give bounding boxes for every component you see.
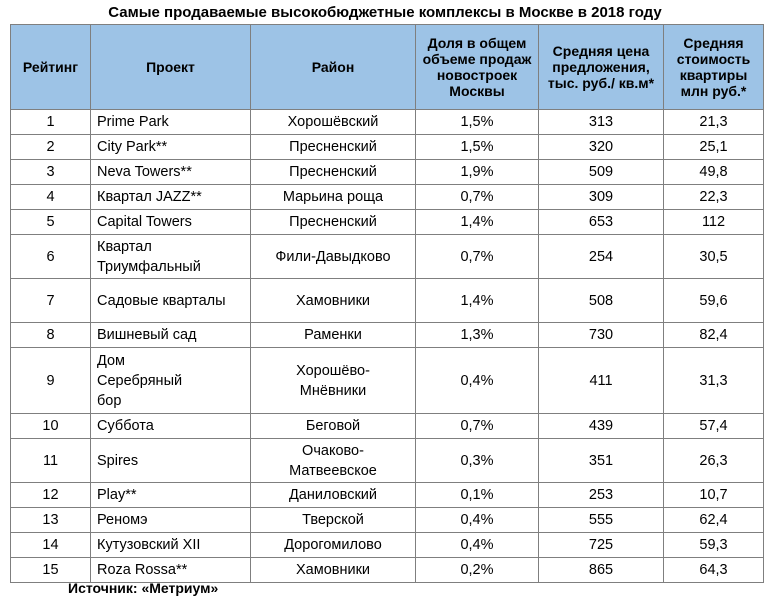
cell-project: Квартал Триумфальный [91, 235, 251, 279]
cell-rank: 3 [11, 160, 91, 185]
cell-avg-apartment-cost: 30,5 [664, 235, 764, 279]
cell-rank: 8 [11, 323, 91, 348]
cell-project: Capital Towers [91, 210, 251, 235]
cell-project: Вишневый сад [91, 323, 251, 348]
cell-avg-apartment-cost: 59,3 [664, 533, 764, 558]
table-row [11, 439, 764, 483]
cell-sales-share: 1,3% [416, 323, 539, 348]
header-district: Район [251, 25, 416, 110]
cell-sales-share: 1,4% [416, 210, 539, 235]
table-row [11, 110, 764, 135]
header-rank: Рейтинг [11, 25, 91, 110]
cell-avg-price-sqm: 309 [539, 185, 664, 210]
table-row [11, 508, 764, 533]
cell-avg-price-sqm: 411 [539, 348, 664, 414]
cell-project: Neva Towers** [91, 160, 251, 185]
table-row [11, 210, 764, 235]
cell-rank: 12 [11, 483, 91, 508]
cell-avg-price-sqm: 730 [539, 323, 664, 348]
cell-rank: 1 [11, 110, 91, 135]
cell-rank: 14 [11, 533, 91, 558]
cell-sales-share: 1,5% [416, 110, 539, 135]
table-row [11, 483, 764, 508]
cell-avg-price-sqm: 254 [539, 235, 664, 279]
source-note: Источник: «Метриум» [68, 580, 219, 596]
cell-project: Дом Серебряный бор [91, 348, 251, 414]
header-row [11, 25, 764, 110]
cell-rank: 4 [11, 185, 91, 210]
cell-district: Тверской [251, 508, 416, 533]
cell-rank: 13 [11, 508, 91, 533]
cell-sales-share: 0,4% [416, 533, 539, 558]
cell-district: Пресненский [251, 135, 416, 160]
cell-avg-price-sqm: 725 [539, 533, 664, 558]
cell-sales-share: 0,7% [416, 414, 539, 439]
table-row [11, 160, 764, 185]
cell-sales-share: 0,2% [416, 558, 539, 583]
table-row [11, 533, 764, 558]
cell-district: Хорошёвский [251, 110, 416, 135]
header-avg-apartment-cost: Средняя стоимость квартиры млн руб.* [664, 25, 764, 110]
cell-avg-price-sqm: 653 [539, 210, 664, 235]
cell-project: City Park** [91, 135, 251, 160]
cell-avg-price-sqm: 509 [539, 160, 664, 185]
cell-project: Садовые кварталы [91, 279, 251, 323]
cell-rank: 2 [11, 135, 91, 160]
cell-avg-price-sqm: 865 [539, 558, 664, 583]
cell-sales-share: 1,5% [416, 135, 539, 160]
cell-project: Реномэ [91, 508, 251, 533]
cell-avg-price-sqm: 439 [539, 414, 664, 439]
cell-avg-price-sqm: 555 [539, 508, 664, 533]
cell-district: Фили-Давыдково [251, 235, 416, 279]
cell-project: Roza Rossa** [91, 558, 251, 583]
cell-rank: 6 [11, 235, 91, 279]
cell-sales-share: 0,3% [416, 439, 539, 483]
cell-avg-apartment-cost: 21,3 [664, 110, 764, 135]
cell-district: Даниловский [251, 483, 416, 508]
table-row [11, 348, 764, 414]
cell-rank: 5 [11, 210, 91, 235]
cell-rank: 11 [11, 439, 91, 483]
table-row [11, 279, 764, 323]
cell-sales-share: 0,7% [416, 185, 539, 210]
cell-avg-price-sqm: 313 [539, 110, 664, 135]
sales-ranking-table [10, 24, 764, 583]
cell-project: Spires [91, 439, 251, 483]
cell-district: Раменки [251, 323, 416, 348]
cell-project: Кутузовский XII [91, 533, 251, 558]
table-row [11, 185, 764, 210]
cell-avg-price-sqm: 253 [539, 483, 664, 508]
cell-sales-share: 0,1% [416, 483, 539, 508]
table-title: Самые продаваемые высокобюджетные комплексы в Москве в 2018 году [108, 4, 662, 21]
cell-project: Суббота [91, 414, 251, 439]
cell-rank: 7 [11, 279, 91, 323]
header-sales-share: Доля в общем объеме продаж новостроек Москвы [416, 25, 539, 110]
cell-avg-apartment-cost: 22,3 [664, 185, 764, 210]
cell-sales-share: 0,4% [416, 508, 539, 533]
cell-avg-apartment-cost: 59,6 [664, 279, 764, 323]
cell-district: Марьина роща [251, 185, 416, 210]
cell-sales-share: 0,7% [416, 235, 539, 279]
cell-avg-apartment-cost: 25,1 [664, 135, 764, 160]
cell-avg-apartment-cost: 31,3 [664, 348, 764, 414]
cell-district: Хамовники [251, 279, 416, 323]
header-avg-price-sqm: Средняя цена предложения, тыс. руб./ кв.м* [539, 25, 664, 110]
cell-sales-share: 1,9% [416, 160, 539, 185]
cell-district: Хамовники [251, 558, 416, 583]
table-row [11, 414, 764, 439]
cell-rank: 10 [11, 414, 91, 439]
header-project: Проект [91, 25, 251, 110]
table-row [11, 235, 764, 279]
cell-rank: 9 [11, 348, 91, 414]
cell-avg-apartment-cost: 64,3 [664, 558, 764, 583]
cell-avg-apartment-cost: 10,7 [664, 483, 764, 508]
table-row [11, 323, 764, 348]
cell-district: Хорошёво-Мнёвники [251, 348, 416, 414]
cell-avg-price-sqm: 320 [539, 135, 664, 160]
cell-sales-share: 1,4% [416, 279, 539, 323]
cell-avg-apartment-cost: 26,3 [664, 439, 764, 483]
cell-district: Беговой [251, 414, 416, 439]
cell-avg-apartment-cost: 112 [664, 210, 764, 235]
cell-project: Квартал JAZZ** [91, 185, 251, 210]
cell-avg-price-sqm: 508 [539, 279, 664, 323]
table-row [11, 135, 764, 160]
cell-avg-apartment-cost: 57,4 [664, 414, 764, 439]
cell-district: Пресненский [251, 160, 416, 185]
cell-project: Prime Park [91, 110, 251, 135]
cell-district: Очаково-Матвеевское [251, 439, 416, 483]
cell-rank: 15 [11, 558, 91, 583]
cell-avg-apartment-cost: 82,4 [664, 323, 764, 348]
cell-avg-apartment-cost: 49,8 [664, 160, 764, 185]
cell-district: Пресненский [251, 210, 416, 235]
cell-sales-share: 0,4% [416, 348, 539, 414]
cell-avg-price-sqm: 351 [539, 439, 664, 483]
cell-project: Play** [91, 483, 251, 508]
cell-district: Дорогомилово [251, 533, 416, 558]
cell-avg-apartment-cost: 62,4 [664, 508, 764, 533]
